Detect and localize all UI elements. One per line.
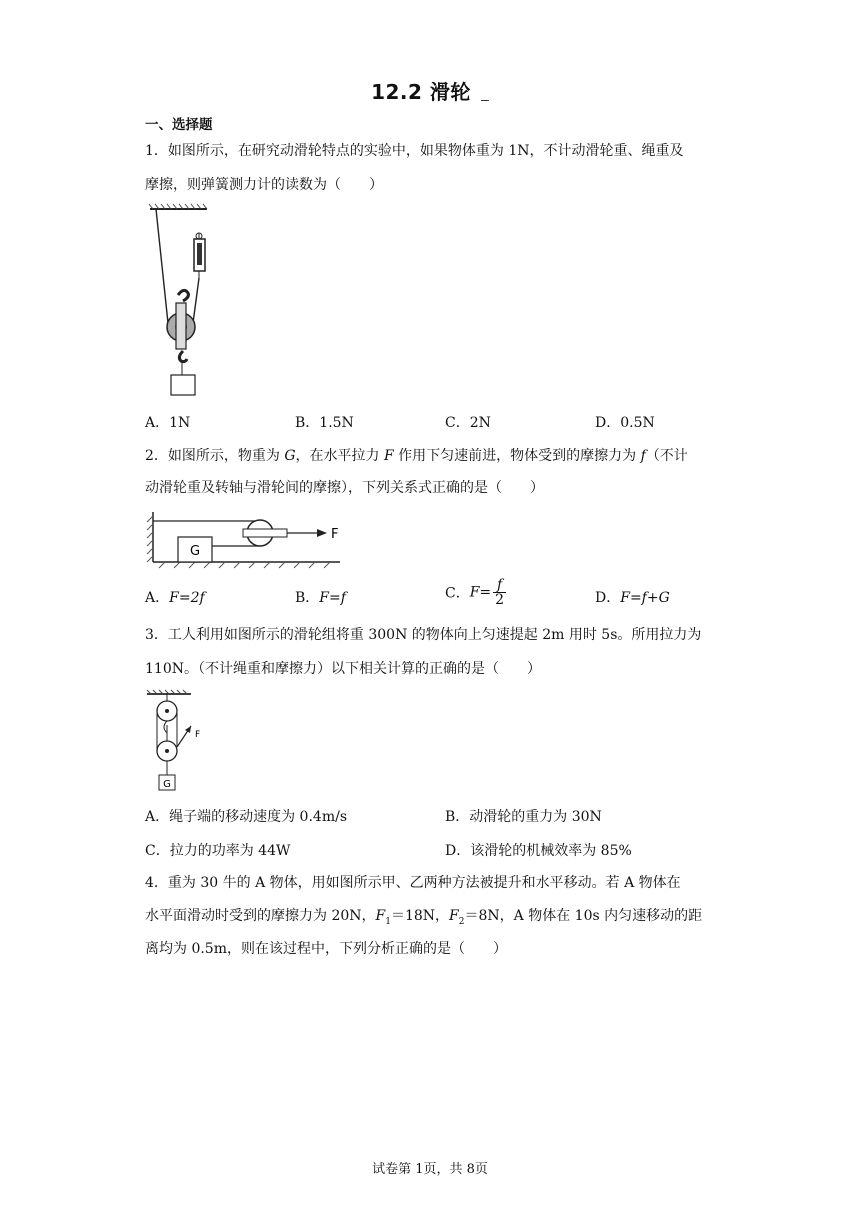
q2-horizontal-pulley-figure [145, 508, 345, 570]
q2-option-c[interactable]: C．F= $\frac{f}{2}$ [445, 577, 505, 608]
q1-option-b[interactable]: B．1.5N [295, 415, 354, 431]
q4-text-line3: 离均为 0.5m，则在该过程中，下列分析正确的是（ ） [145, 941, 507, 957]
q2-text-line1: 2．如图所示，物重为 G，在水平拉力 F 作用下匀速前进，物体受到的摩擦力为 f（不计 [145, 448, 688, 464]
q2-text-line2: 动滑轮重及转轴与滑轮间的摩擦），下列关系式正确的是（ ） [145, 480, 544, 496]
cursor-mark [481, 86, 489, 101]
q3-text-line1: 3．工人利用如图所示的滑轮组将重 300N 的物体向上匀速提起 2m 用时 5s。所用拉力为 [145, 627, 702, 643]
q2-figure-g-label: G [189, 544, 201, 559]
fraction: $\frac{f}{2}$ [495, 577, 505, 608]
page-title: 12.2 滑轮 [0, 76, 860, 105]
q1-pulley-figure [145, 203, 225, 398]
q1-text-line1: 1．如图所示，在研究动滑轮特点的实验中，如果物体重为 1N，不计动滑轮重、绳重及 [145, 143, 684, 159]
q4-text-line2: 水平面滑动时受到的摩擦力为 20N，$F_1=18N$，$F_2=8N$，A 物体在 10s 内匀速移动的距 [145, 908, 703, 927]
q1-option-c[interactable]: C．2N [445, 415, 491, 431]
q3-figure-g-label: G [163, 779, 171, 790]
q3-text-line2: 110N。（不计绳重和摩擦力）以下相关计算的正确的是（ ） [145, 661, 541, 677]
q3-option-c[interactable]: C．拉力的功率为 44W [145, 843, 291, 859]
q1-option-d[interactable]: D．0.5N [595, 415, 655, 431]
q3-option-a[interactable]: A．绳子端的移动速度为 0.4m/s [145, 809, 348, 825]
q2-option-b[interactable]: B．F=f [295, 590, 346, 606]
q3-figure-f-label: F [195, 730, 201, 740]
q1-text-line2: 摩擦，则弹簧测力计的读数为（ ） [145, 177, 383, 193]
q2-figure-f-label: F [331, 527, 339, 542]
q2-option-d[interactable]: D．F=f+G [595, 590, 670, 606]
q2-option-a[interactable]: A．F=2f [145, 590, 205, 606]
page-footer: 试卷第 1页，共 8页 [372, 1162, 488, 1177]
q1-option-a[interactable]: A．1N [145, 415, 191, 431]
q3-pulley-block-figure [145, 689, 215, 794]
q3-option-b[interactable]: B．动滑轮的重力为 30N [445, 809, 602, 825]
q3-option-d[interactable]: D．该滑轮的机械效率为 85% [445, 843, 632, 859]
section-heading: 一、选择题 [145, 117, 213, 133]
q4-text-line1: 4．重为 30 牛的 A 物体，用如图所示甲、乙两种方法被提升和水平移动。若 A 物体在 [145, 875, 681, 891]
